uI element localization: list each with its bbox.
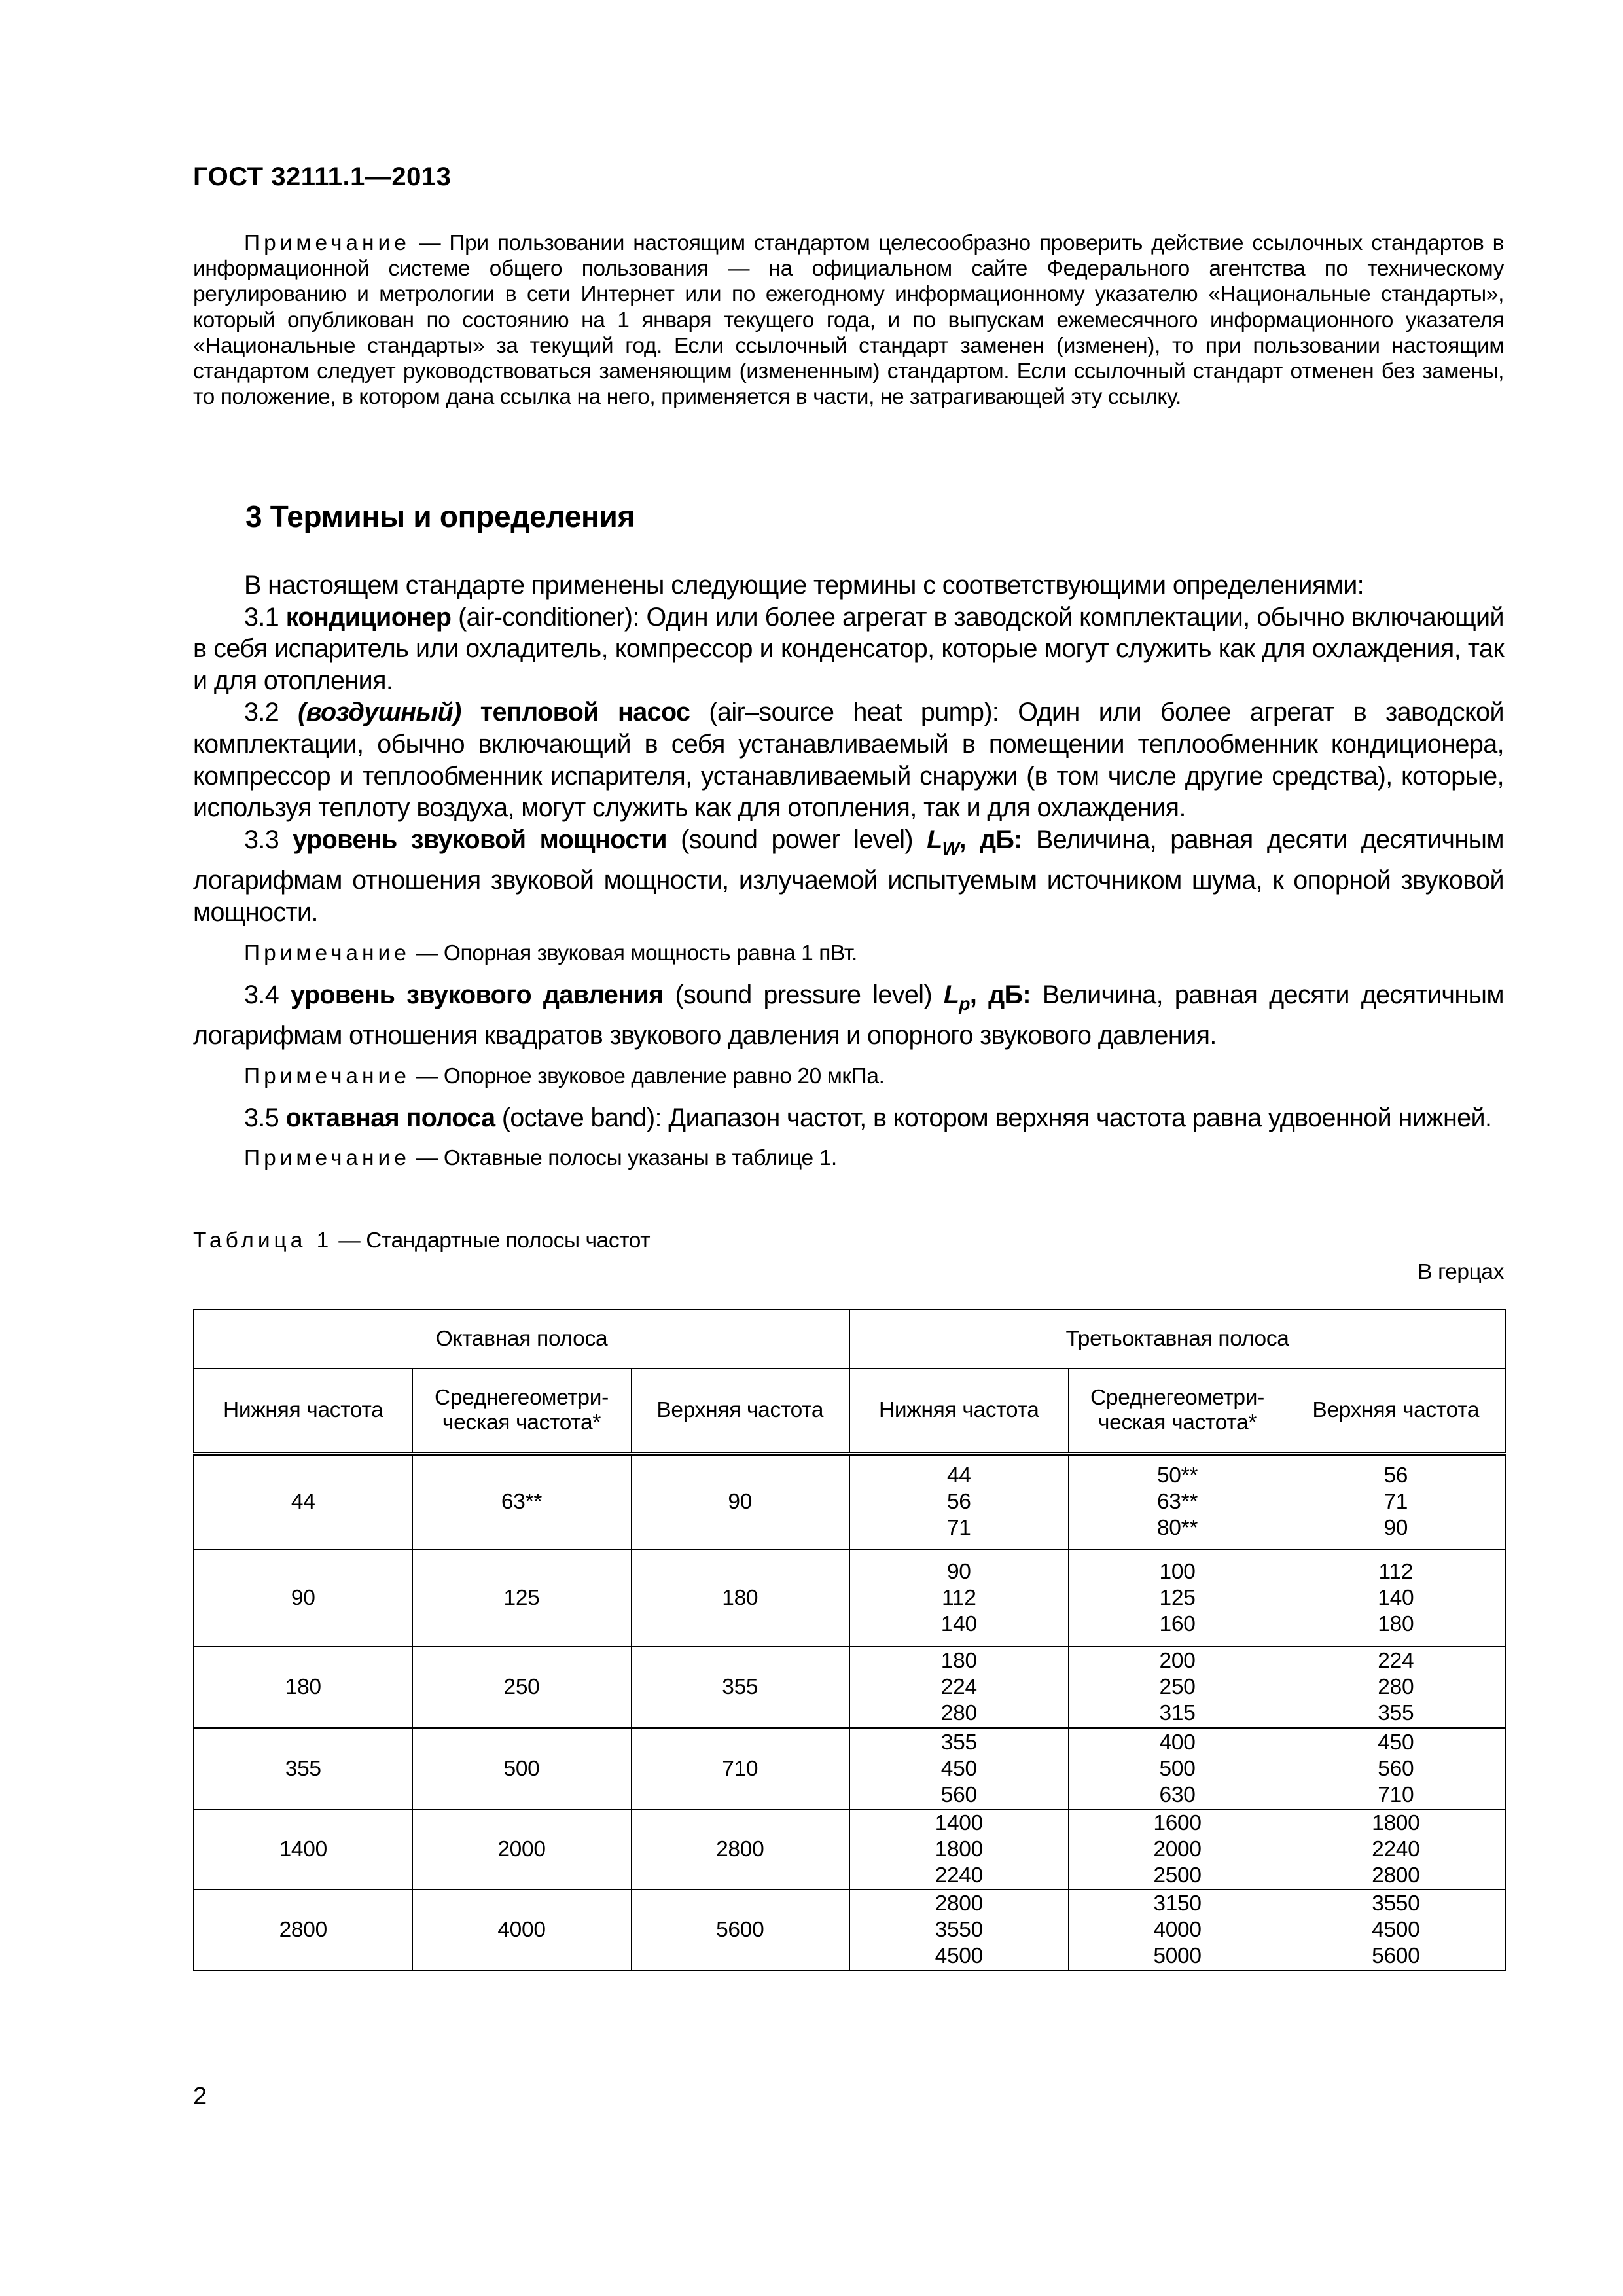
note-text: При пользовании настоящим стандартом целесообразно проверить действие ссылочных стандартов в информационной системе общего пользования — на официальном сайте Федерального агентства по техническому регулированию и метрологии в сети Интернет или по ежегодному информационному указателю «Национальные стандарты», который опубликован по состоянию на 1 января текущего года, и по выпускам ежемесячного информационного указателя «Национальные стандарты» за текущий год. Если ссылочный стандарт заменен (изменен), то при пользовании настоящим стандартом следует руководствоваться заменяющим (измененным) стандартом. Если ссылочный стандарт отменен без замены, то положение, в котором дана ссылка на него, применяется в части, не затрагивающей эту ссылку. xyxy=(193,231,1504,410)
cell-oct-upper: 180 xyxy=(631,1549,849,1647)
col-header-oct-center xyxy=(412,1369,631,1454)
cell-value: 80** xyxy=(1156,1516,1198,1540)
cell-third-lower xyxy=(849,1454,1068,1549)
col-header-line: ческая частота* xyxy=(442,1410,601,1435)
cell-oct-center: 63** xyxy=(412,1454,631,1549)
cell-value: 112 xyxy=(1378,1559,1414,1584)
cell-value: 4000 xyxy=(1153,1918,1202,1942)
table-caption-dash: — xyxy=(332,1229,366,1253)
cell-value: 5000 xyxy=(1153,1944,1202,1968)
table-row xyxy=(194,1728,1505,1810)
cell-third-center xyxy=(1068,1810,1287,1890)
cell-value: 44 xyxy=(946,1463,971,1488)
term-symbol: L xyxy=(943,980,959,1009)
col-header-line: Среднегеометри- xyxy=(434,1386,609,1410)
term-definition: Один или более агрегат в заводской комплектации, обычно включающий в себя устанавливаемый в помещении теплообменник кондиционера, компрессор и теплообменник испарителя, устанавливаемый снаружи (в том числе другие средства), которые, используя теплоту воздуха, могут служить как для отопления, так и для охлаждения. xyxy=(193,698,1504,823)
cell-value: 4500 xyxy=(935,1944,983,1968)
term-number: 3.1 xyxy=(244,602,286,632)
cell-value: 450 xyxy=(940,1756,977,1781)
cell-oct-center: 250 xyxy=(412,1647,631,1728)
page-number: 2 xyxy=(193,2083,207,2110)
cell-oct-lower: 90 xyxy=(194,1549,412,1647)
cell-value: 630 xyxy=(1159,1782,1196,1807)
cell-value: 50** xyxy=(1156,1463,1198,1488)
cell-third-upper xyxy=(1287,1890,1505,1971)
cell-value: 560 xyxy=(1378,1756,1414,1781)
term-english: (octave band): xyxy=(495,1103,669,1132)
group-header-octave: Октавная полоса xyxy=(194,1310,849,1369)
cell-value: 224 xyxy=(940,1675,977,1699)
cell-value: 140 xyxy=(940,1611,977,1636)
term-symbol-subscript: W xyxy=(942,838,959,859)
cell-value: 71 xyxy=(946,1516,971,1540)
term-unit: , дБ: xyxy=(969,980,1031,1009)
cell-third-upper xyxy=(1287,1454,1505,1549)
term-name: уровень звуковой мощности xyxy=(293,825,667,854)
term-3-4-note xyxy=(193,1064,1504,1089)
cell-value: 450 xyxy=(1378,1730,1414,1755)
cell-value: 2500 xyxy=(1153,1863,1202,1888)
term-3-3-note xyxy=(193,941,1504,966)
note-label: Примечание xyxy=(244,1064,410,1088)
cell-value: 100 xyxy=(1159,1559,1196,1584)
cell-value: 180 xyxy=(940,1649,977,1673)
note-label: Примечание xyxy=(244,1146,410,1171)
cell-value: 3550 xyxy=(935,1918,983,1942)
term-definition: Величина, равная десяти десятичным логарифмам отношения квадратов звукового давления и опорного звукового давления. xyxy=(193,980,1504,1050)
table-caption-text: Стандартные полосы частот xyxy=(366,1229,651,1253)
cell-third-upper xyxy=(1287,1647,1505,1728)
cell-oct-lower: 1400 xyxy=(194,1810,412,1890)
table-row xyxy=(194,1810,1505,1890)
cell-value: 140 xyxy=(1378,1585,1414,1610)
cell-third-lower xyxy=(849,1549,1068,1647)
cell-third-lower xyxy=(849,1810,1068,1890)
term-3-4 xyxy=(193,979,1504,1052)
cell-value: 400 xyxy=(1159,1730,1196,1755)
cell-value: 63** xyxy=(1156,1490,1198,1514)
cell-oct-upper: 2800 xyxy=(631,1810,849,1890)
cell-oct-lower: 180 xyxy=(194,1647,412,1728)
note-text: Опорное звуковое давление равно 20 мкПа. xyxy=(443,1064,885,1088)
term-3-5-note xyxy=(193,1145,1504,1171)
term-number: 3.3 xyxy=(244,825,293,854)
table-column-header-row xyxy=(194,1369,1505,1454)
section-title: 3 Термины и определения xyxy=(245,499,635,533)
term-name: тепловой насос xyxy=(461,698,690,727)
term-number: 3.4 xyxy=(244,980,291,1009)
cell-value: 4500 xyxy=(1372,1918,1420,1942)
term-name: уровень звукового давления xyxy=(290,980,664,1009)
cell-oct-lower: 355 xyxy=(194,1728,412,1810)
cell-third-lower xyxy=(849,1647,1068,1728)
col-header-third-center xyxy=(1068,1369,1287,1454)
table-row xyxy=(194,1647,1505,1728)
col-header-third-lower: Нижняя частота xyxy=(849,1369,1068,1454)
term-name: октавная полоса xyxy=(285,1103,495,1132)
term-symbol-subscript: p xyxy=(959,993,970,1014)
term-english: (sound pressure level) xyxy=(663,980,944,1009)
cell-value: 2800 xyxy=(935,1892,983,1916)
term-3-3 xyxy=(193,824,1504,929)
cell-third-center xyxy=(1068,1890,1287,1971)
cell-value: 560 xyxy=(940,1782,977,1807)
cell-value: 5600 xyxy=(1372,1944,1420,1968)
cell-value: 3550 xyxy=(1372,1892,1420,1916)
term-definition: Диапазон частот, в котором верхняя частота равна удвоенной нижней. xyxy=(668,1103,1492,1132)
table-row xyxy=(194,1549,1505,1647)
cell-value: 160 xyxy=(1159,1611,1196,1636)
cell-value: 250 xyxy=(1159,1675,1196,1699)
cell-value: 200 xyxy=(1159,1649,1196,1673)
cell-value: 315 xyxy=(1159,1701,1196,1725)
cell-value: 90 xyxy=(1383,1516,1408,1540)
col-header-line: ческая частота* xyxy=(1097,1410,1257,1435)
cell-value: 2240 xyxy=(1372,1837,1420,1861)
cell-third-upper xyxy=(1287,1728,1505,1810)
note-text: Октавные полосы указаны в таблице 1. xyxy=(443,1146,837,1171)
table-caption-label: Таблица 1 xyxy=(193,1229,333,1253)
cell-value: 2800 xyxy=(1372,1863,1420,1888)
cell-value: 2240 xyxy=(935,1863,983,1888)
cell-third-lower xyxy=(849,1890,1068,1971)
cell-value: 90 xyxy=(946,1559,971,1584)
note-dash: — xyxy=(410,1146,444,1171)
cell-third-upper xyxy=(1287,1810,1505,1890)
reference-note xyxy=(193,230,1504,410)
cell-oct-lower: 2800 xyxy=(194,1890,412,1971)
group-header-third-octave: Третьоктавная полоса xyxy=(849,1310,1505,1369)
note-dash: — xyxy=(410,941,444,965)
cell-value: 1400 xyxy=(935,1811,983,1835)
term-3-5 xyxy=(193,1102,1504,1134)
term-definition: Один или более агрегат в заводской комплектации, обычно включающий в себя испаритель или охладитель, компрессор и конденсатор, которые могут служить как для охлаждения, так и для отопления. xyxy=(193,602,1504,695)
cell-value: 125 xyxy=(1159,1585,1196,1610)
col-header-line: Среднегеометри- xyxy=(1090,1386,1265,1410)
cell-value: 355 xyxy=(940,1730,977,1755)
cell-value: 1800 xyxy=(935,1837,983,1861)
cell-value: 1800 xyxy=(1372,1811,1420,1835)
term-definition: Величина, равная десяти десятичным логарифмам отношения звуковой мощности, излучаемой испытуемым источником шума, к опорной звуковой мощности. xyxy=(193,825,1504,927)
note-text: Опорная звуковая мощность равна 1 пВт. xyxy=(443,941,857,965)
note-dash: — xyxy=(410,231,450,255)
cell-value: 280 xyxy=(940,1701,977,1725)
note-label: Примечание xyxy=(244,231,410,255)
cell-value: 1600 xyxy=(1153,1811,1202,1835)
term-unit: , дБ: xyxy=(959,825,1022,854)
cell-value: 56 xyxy=(1383,1463,1408,1488)
cell-third-upper xyxy=(1287,1549,1505,1647)
term-name-qualifier: (воздушный) xyxy=(298,698,461,727)
cell-value: 71 xyxy=(1383,1490,1408,1514)
cell-value: 2000 xyxy=(1153,1837,1202,1861)
table-row xyxy=(194,1454,1505,1549)
cell-value: 3150 xyxy=(1153,1892,1202,1916)
col-header-third-upper: Верхняя частота xyxy=(1287,1369,1505,1454)
cell-value: 180 xyxy=(1378,1611,1414,1636)
cell-third-center xyxy=(1068,1728,1287,1810)
note-label: Примечание xyxy=(244,941,410,965)
cell-value: 500 xyxy=(1159,1756,1196,1781)
cell-oct-upper: 355 xyxy=(631,1647,849,1728)
term-number: 3.5 xyxy=(244,1103,286,1132)
cell-value: 280 xyxy=(1378,1675,1414,1699)
term-english: (sound power level) xyxy=(667,825,927,854)
col-header-oct-lower: Нижняя частота xyxy=(194,1369,412,1454)
cell-oct-upper: 710 xyxy=(631,1728,849,1810)
cell-third-center xyxy=(1068,1549,1287,1647)
table-units: В герцах xyxy=(1418,1260,1504,1284)
cell-oct-center: 4000 xyxy=(412,1890,631,1971)
cell-oct-center: 500 xyxy=(412,1728,631,1810)
col-header-oct-upper: Верхняя частота xyxy=(631,1369,849,1454)
cell-value: 710 xyxy=(1378,1782,1414,1807)
cell-oct-lower: 44 xyxy=(194,1454,412,1549)
cell-value: 112 xyxy=(942,1585,976,1610)
cell-third-center xyxy=(1068,1647,1287,1728)
cell-third-center xyxy=(1068,1454,1287,1549)
cell-oct-center: 125 xyxy=(412,1549,631,1647)
frequency-bands-table xyxy=(193,1309,1506,1971)
section-body xyxy=(193,569,1504,1184)
table-body xyxy=(194,1454,1505,1971)
cell-third-lower xyxy=(849,1728,1068,1810)
term-english: (air-conditioner): xyxy=(451,602,647,632)
note-dash: — xyxy=(410,1064,444,1088)
term-name: кондиционер xyxy=(285,602,452,632)
term-number: 3.2 xyxy=(244,698,298,727)
term-3-2 xyxy=(193,696,1504,823)
term-3-1 xyxy=(193,601,1504,697)
table-row xyxy=(194,1890,1505,1971)
cell-value: 355 xyxy=(1378,1701,1414,1725)
cell-oct-upper: 90 xyxy=(631,1454,849,1549)
table-caption xyxy=(193,1229,650,1253)
table-group-header-row xyxy=(194,1310,1505,1369)
cell-oct-upper: 5600 xyxy=(631,1890,849,1971)
document-id: ГОСТ 32111.1—2013 xyxy=(193,162,452,191)
term-symbol: L xyxy=(927,825,942,854)
term-english: (air–source heat pump): xyxy=(690,698,1018,727)
cell-value: 224 xyxy=(1378,1649,1414,1673)
cell-value: 56 xyxy=(946,1490,971,1514)
cell-oct-center: 2000 xyxy=(412,1810,631,1890)
section-intro: В настоящем стандарте применены следующие термины с соответствующими определениями: xyxy=(244,571,1364,600)
